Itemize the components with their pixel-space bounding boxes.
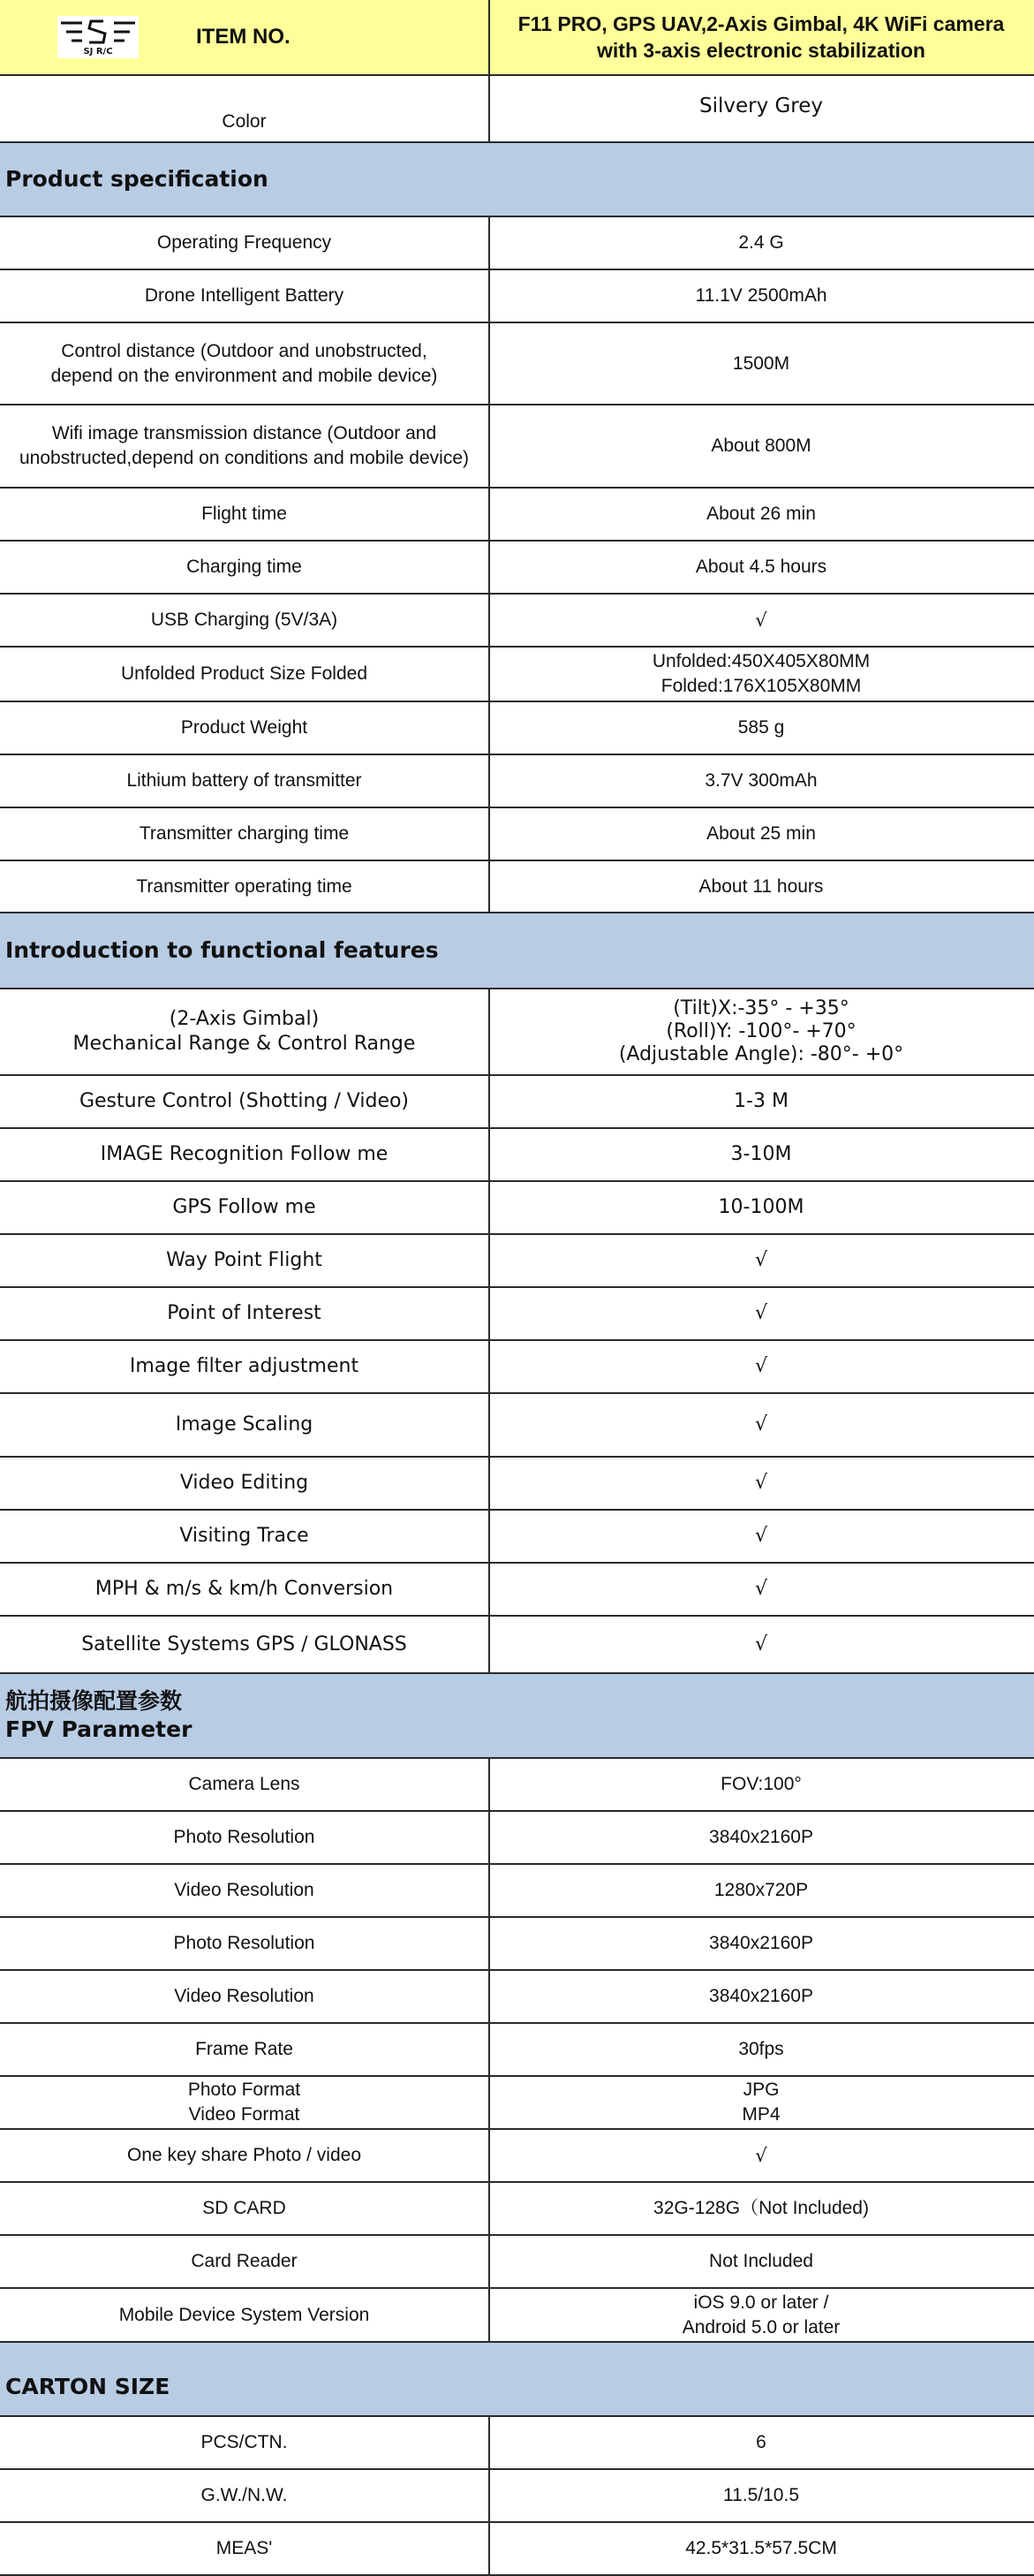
spec-row	[0, 702, 1034, 755]
row-label-cell	[0, 2183, 490, 2234]
row-label-cell	[0, 2289, 490, 2341]
row-label-cell	[0, 1564, 490, 1615]
check-icon: √	[754, 1472, 768, 1494]
row-label-cell	[0, 1511, 490, 1562]
product-title-line: F11 PRO, GPS UAV,2-Axis Gimbal, 4K WiFi camera	[517, 12, 1005, 35]
row-value-cell	[490, 1182, 1032, 1233]
spec-row	[0, 323, 1034, 405]
row-label: depend on the environment and mobile device)	[50, 365, 438, 386]
row-value: About 11 hours	[698, 875, 824, 897]
check-icon: √	[754, 1302, 768, 1324]
features-row	[0, 1182, 1034, 1235]
row-label: Way Point Flight	[166, 1249, 322, 1271]
item-no-cell	[0, 0, 490, 74]
row-value: 32G-128G（Not Included)	[653, 2198, 869, 2218]
row-label: Image Scaling	[175, 1413, 313, 1436]
fpv-row	[0, 1812, 1034, 1865]
row-label-cell	[0, 270, 490, 322]
features-row	[0, 1288, 1034, 1341]
header-row	[0, 0, 1034, 76]
row-label: Mobile Device System Version	[118, 2304, 370, 2325]
row-value: 6	[756, 2432, 766, 2452]
spec-row	[0, 808, 1034, 861]
spec-row	[0, 217, 1034, 270]
row-label: Operating Frequency	[156, 232, 332, 253]
row-value: 10-100M	[718, 1196, 804, 1218]
row-value-cell	[490, 648, 1032, 701]
fpv-row	[0, 2077, 1034, 2130]
row-label: Frame Rate	[195, 2039, 293, 2059]
row-label: Unfolded Product Size Folded	[121, 663, 367, 684]
sj-logo-icon	[57, 16, 139, 48]
section-title-en: FPV Parameter	[5, 1716, 192, 1742]
row-label: Wifi image transmission distance (Outdoor and	[51, 423, 437, 443]
check-icon: √	[755, 2145, 767, 2166]
check-icon: √	[755, 610, 767, 631]
row-value: (Adjustable Angle): -80°- +0°	[618, 1043, 904, 1065]
row-label: Transmitter charging time	[139, 823, 350, 844]
row-label-cell	[0, 1341, 490, 1392]
row-value-cell	[490, 2417, 1032, 2468]
features-row	[0, 1341, 1034, 1394]
row-value-cell	[490, 323, 1032, 404]
spec-row	[0, 542, 1034, 595]
features-row	[0, 1564, 1034, 1617]
features-row	[0, 989, 1034, 1076]
row-label-cell	[0, 405, 490, 487]
row-label-cell	[0, 1129, 490, 1180]
row-value-cell	[490, 2523, 1032, 2574]
row-label-cell	[0, 2130, 490, 2181]
row-value: 3840x2160P	[709, 1933, 813, 1953]
row-label: Product Weight	[180, 717, 308, 738]
row-value-cell	[490, 861, 1032, 912]
spec-row	[0, 595, 1034, 648]
row-value-cell	[490, 2236, 1032, 2287]
row-value-cell	[490, 1129, 1032, 1180]
row-value: 585 g	[737, 717, 785, 738]
row-value-cell	[490, 1076, 1032, 1127]
row-label: GPS Follow me	[172, 1196, 316, 1218]
logo-text: SJ R/C	[83, 47, 113, 57]
row-value-cell	[490, 542, 1032, 593]
row-label: unobstructed,depend on conditions and mobile device)	[19, 448, 469, 468]
row-label: SD CARD	[202, 2198, 286, 2218]
row-value: About 26 min	[706, 504, 816, 524]
row-label: PCS/CTN.	[200, 2432, 288, 2452]
fpv-row	[0, 2130, 1034, 2183]
row-label: USB Charging (5V/3A)	[150, 610, 338, 630]
check-icon: √	[754, 1633, 768, 1655]
row-label-cell	[0, 1288, 490, 1339]
row-value-cell	[490, 755, 1032, 807]
row-value: About 4.5 hours	[695, 557, 827, 577]
row-value-cell	[490, 808, 1032, 860]
row-label-cell	[0, 2417, 490, 2468]
row-value-cell	[490, 1511, 1032, 1562]
spec-row	[0, 405, 1034, 489]
row-label-cell	[0, 2236, 490, 2287]
row-label-cell	[0, 1235, 490, 1286]
row-label: MEAS'	[215, 2538, 273, 2558]
row-label-cell	[0, 1458, 490, 1509]
row-value: 3.7V 300mAh	[705, 770, 818, 791]
carton-row	[0, 2417, 1034, 2470]
row-label-cell	[0, 702, 490, 754]
features-row	[0, 1617, 1034, 1674]
fpv-row	[0, 1865, 1034, 1918]
section-title: Introduction to functional features	[5, 937, 439, 963]
row-label: Lithium battery of transmitter	[126, 770, 362, 791]
row-label: Video Resolution	[174, 1880, 314, 1900]
row-value-cell	[490, 595, 1032, 646]
row-label-cell	[0, 323, 490, 404]
row-value-cell	[490, 1394, 1032, 1456]
row-label: IMAGE Recognition Follow me	[100, 1143, 389, 1165]
row-label-cell	[0, 1394, 490, 1456]
row-value-cell	[490, 1341, 1032, 1392]
row-label-cell	[0, 1617, 490, 1672]
row-label-cell	[0, 1918, 490, 1969]
row-value: About 800M	[711, 436, 811, 456]
section-fpv-parameter	[0, 1674, 1034, 1759]
row-value: Unfolded:450X405X80MM	[652, 651, 871, 671]
row-value: 3-10M	[730, 1143, 792, 1165]
row-label: Video Resolution	[174, 1986, 314, 2006]
row-value-cell	[490, 217, 1032, 269]
row-value-cell	[490, 2183, 1032, 2234]
row-value-cell	[490, 489, 1032, 540]
row-label-cell	[0, 989, 490, 1074]
check-icon: √	[754, 1355, 768, 1377]
fpv-row	[0, 1759, 1034, 1812]
fpv-row	[0, 1918, 1034, 1971]
features-row	[0, 1394, 1034, 1458]
color-value-cell	[490, 76, 1032, 141]
row-value: Not Included	[709, 2251, 813, 2271]
row-label-cell	[0, 2077, 490, 2128]
row-value-cell	[490, 2289, 1032, 2341]
row-label-cell	[0, 489, 490, 540]
row-value: Android 5.0 or later	[682, 2316, 841, 2337]
row-label: Card Reader	[191, 2251, 298, 2271]
row-value: 1-3 M	[734, 1090, 789, 1112]
spec-row	[0, 861, 1034, 913]
product-title-line: with 3-axis electronic stabilization	[597, 39, 925, 62]
row-value: 1500M	[732, 352, 790, 374]
features-row	[0, 1076, 1034, 1129]
row-label: Control distance (Outdoor and unobstructed,	[61, 340, 427, 361]
features-row	[0, 1129, 1034, 1182]
row-value: 1280x720P	[713, 1880, 809, 1900]
row-value-cell	[490, 2024, 1032, 2075]
section-product-specification	[0, 143, 1034, 217]
row-label: Video Format	[188, 2104, 300, 2125]
row-value-cell	[490, 702, 1032, 754]
row-label-cell	[0, 1182, 490, 1233]
row-label-cell	[0, 1971, 490, 2022]
row-label-cell	[0, 595, 490, 646]
row-value: FOV:100°	[721, 1774, 802, 1794]
section-title	[0, 1687, 192, 1744]
row-label-cell	[0, 1865, 490, 1916]
row-label: Video Editing	[179, 1472, 309, 1494]
row-value: 30fps	[738, 2039, 784, 2059]
fpv-row	[0, 2236, 1034, 2289]
fpv-row	[0, 2024, 1034, 2077]
row-value-cell	[490, 989, 1032, 1074]
fpv-row	[0, 1971, 1034, 2024]
spec-row	[0, 648, 1034, 702]
row-label: Photo Format	[187, 2080, 301, 2100]
row-value-cell	[490, 270, 1032, 322]
row-value-cell	[490, 1812, 1032, 1863]
fpv-row	[0, 2289, 1034, 2343]
row-label: Gesture Control (Shotting / Video)	[79, 1090, 410, 1112]
row-label: Image filter adjustment	[129, 1355, 359, 1377]
row-value: 11.5/10.5	[722, 2485, 800, 2505]
row-label: Point of Interest	[167, 1302, 321, 1324]
row-value-cell	[490, 1617, 1032, 1672]
color-value: Silvery Grey	[698, 95, 824, 117]
row-value-cell	[490, 1564, 1032, 1615]
row-label: Flight time	[201, 504, 287, 524]
row-label: Photo Resolution	[173, 1827, 315, 1847]
row-label: Transmitter operating time	[136, 875, 352, 897]
row-value-cell	[490, 2077, 1032, 2128]
spec-row	[0, 755, 1034, 808]
row-value: 3840x2160P	[709, 1986, 813, 2006]
color-label-cell	[0, 76, 490, 141]
section-title-cn: 航拍摄像配置参数	[5, 1688, 183, 1714]
row-label-cell	[0, 861, 490, 912]
row-value: (Tilt)X:-35° - +35°	[673, 997, 849, 1019]
check-icon: √	[754, 1578, 768, 1600]
features-row	[0, 1511, 1034, 1564]
features-row	[0, 1458, 1034, 1511]
row-label: Charging time	[186, 557, 302, 577]
section-title: CARTON SIZE	[5, 2374, 170, 2399]
item-no-label: ITEM NO.	[196, 25, 291, 49]
section-title: Product specification	[5, 166, 268, 192]
row-label: Satellite Systems GPS / GLONASS	[81, 1633, 407, 1655]
features-row	[0, 1235, 1034, 1288]
row-label-cell	[0, 2470, 490, 2521]
row-label: Photo Resolution	[173, 1933, 315, 1953]
row-label: Camera Lens	[188, 1774, 300, 1794]
row-label: Mechanical Range & Control Range	[72, 1033, 416, 1055]
row-value: MP4	[742, 2104, 781, 2125]
row-value-cell	[490, 1458, 1032, 1509]
check-icon: √	[754, 1413, 768, 1436]
row-label-cell	[0, 542, 490, 593]
color-label: Color	[222, 111, 267, 132]
row-value-cell	[490, 1865, 1032, 1916]
row-label: One key share Photo / video	[127, 2145, 361, 2165]
color-row	[0, 76, 1034, 143]
row-label-cell	[0, 217, 490, 269]
row-value: JPG	[743, 2080, 780, 2100]
carton-row	[0, 2470, 1034, 2523]
row-value-cell	[490, 405, 1032, 487]
row-value: 3840x2160P	[709, 1827, 813, 1847]
row-value: iOS 9.0 or later /	[693, 2292, 829, 2313]
row-label-cell	[0, 648, 490, 701]
row-value-cell	[490, 1235, 1032, 1286]
row-value-cell	[490, 1918, 1032, 1969]
spec-row	[0, 270, 1034, 323]
row-value: 11.1V 2500mAh	[695, 285, 827, 306]
row-value-cell	[490, 1759, 1032, 1810]
row-label: G.W./N.W.	[200, 2485, 288, 2505]
row-value: (Roll)Y: -100°- +70°	[666, 1020, 857, 1042]
row-label: (2-Axis Gimbal)	[169, 1008, 320, 1030]
check-icon: √	[754, 1525, 768, 1547]
row-value-cell	[490, 1288, 1032, 1339]
product-title-cell	[490, 0, 1032, 74]
carton-row	[0, 2523, 1034, 2576]
row-value: 2.4 G	[738, 232, 784, 253]
row-label-cell	[0, 755, 490, 807]
spec-row	[0, 489, 1034, 542]
row-value: Folded:176X105X80MM	[660, 676, 862, 696]
row-label: MPH & m/s & km/h Conversion	[94, 1578, 394, 1600]
row-value-cell	[490, 1971, 1032, 2022]
row-value: 42.5*31.5*57.5CM	[685, 2538, 837, 2558]
row-label-cell	[0, 1812, 490, 1863]
section-carton-size	[0, 2343, 1034, 2417]
row-label-cell	[0, 2523, 490, 2574]
section-functional-features	[0, 913, 1034, 989]
row-label: Drone Intelligent Battery	[144, 285, 344, 306]
row-value-cell	[490, 2470, 1032, 2521]
row-label-cell	[0, 2024, 490, 2075]
row-value-cell	[490, 2130, 1032, 2181]
row-label-cell	[0, 1759, 490, 1810]
row-label-cell	[0, 1076, 490, 1127]
brand-logo	[57, 16, 139, 58]
row-label: Visiting Trace	[179, 1525, 309, 1547]
row-value: About 25 min	[706, 823, 816, 844]
fpv-row	[0, 2183, 1034, 2236]
row-label-cell	[0, 808, 490, 860]
check-icon: √	[754, 1249, 768, 1271]
